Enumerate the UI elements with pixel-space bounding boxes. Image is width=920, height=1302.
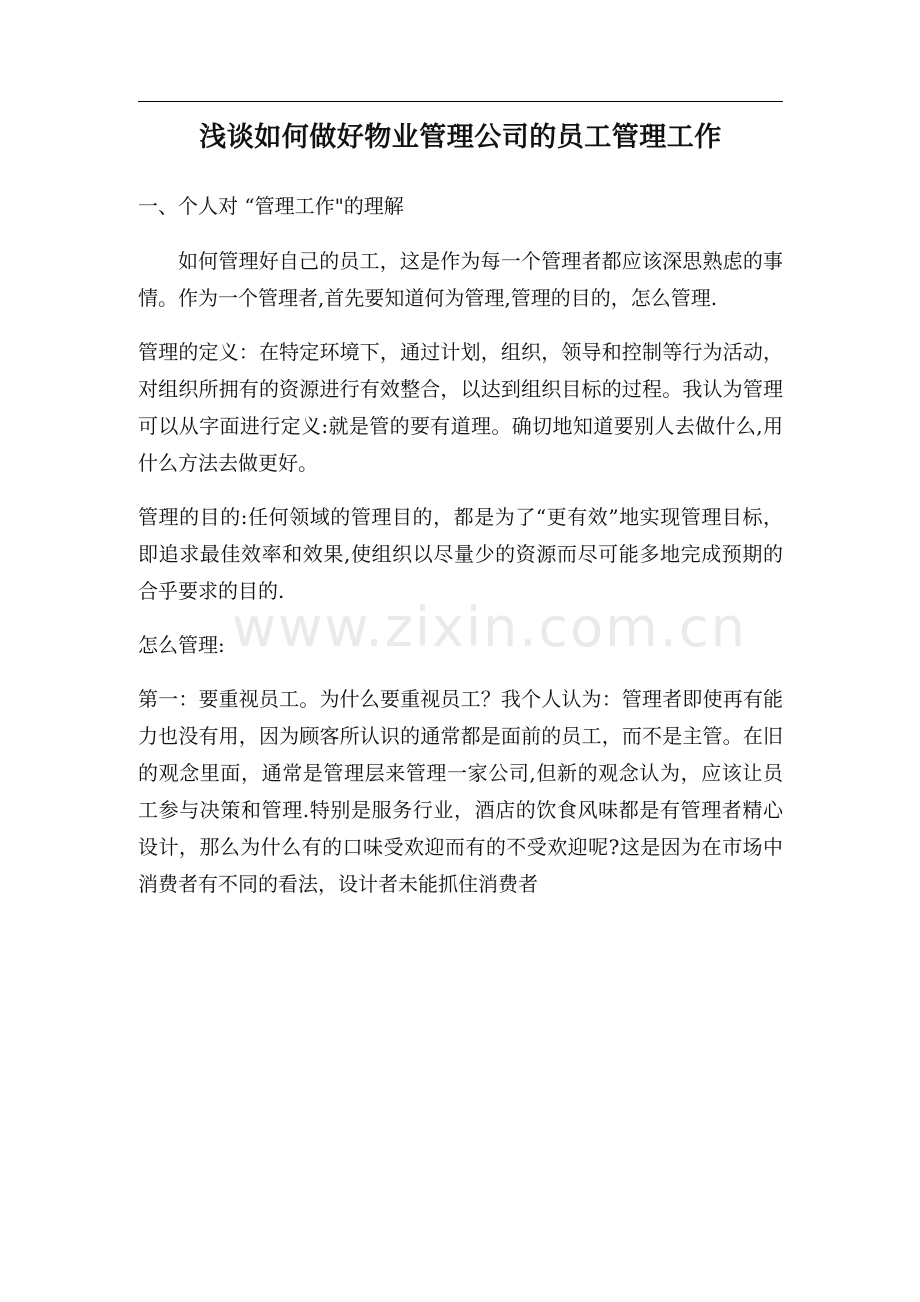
watermark: www.zixin.com.cn bbox=[232, 596, 747, 659]
paragraph-intro: 如何管理好自己的员工，这是作为每一个管理者都应该深思熟虑的事情。作为一个管理者,首先要知道何为管理,管理的目的，怎么管理. bbox=[138, 249, 783, 310]
header-rule bbox=[138, 101, 783, 102]
paragraph-definition: 管理的定义：在特定环境下，通过计划，组织，领导和控制等行为活动，对组织所拥有的资源进行有效整合，以达到组织目标的过程。我认为管理可以从字面进行定义:就是管的要有道理。确切地知道要别人去做什么,用什么方法去做更好。 bbox=[138, 340, 783, 475]
paragraph-first-point: 第一：要重视员工。为什么要重视员工？我个人认为：管理者即使再有能力也没有用，因为顾客所认识的通常都是面前的员工，而不是主管。在旧的观念里面，通常是管理层来管理一家公司,但新的观念认为，应该让员工参与决策和管理.特别是服务行业，酒店的饮食风味都是有管理者精心设计，那么为什么有的口味受欢迎而有的不受欢迎呢?这是因为在市场中消费者有不同的看法，设计者未能抓住消费者 bbox=[138, 687, 783, 896]
section-heading: 一、个人对 “管理工作"的理解 bbox=[138, 194, 404, 218]
paragraph-purpose: 管理的目的:任何领域的管理目的，都是为了“更有效”地实现管理目标，即追求最佳效率和效果,使组织以尽量少的资源而尽可能多地完成预期的合乎要求的目的. bbox=[138, 505, 783, 603]
document-title: 浅谈如何做好物业管理公司的员工管理工作 bbox=[199, 122, 722, 153]
paragraph-how-to-manage: 怎么管理: bbox=[138, 633, 225, 657]
document-body bbox=[138, 188, 783, 903]
